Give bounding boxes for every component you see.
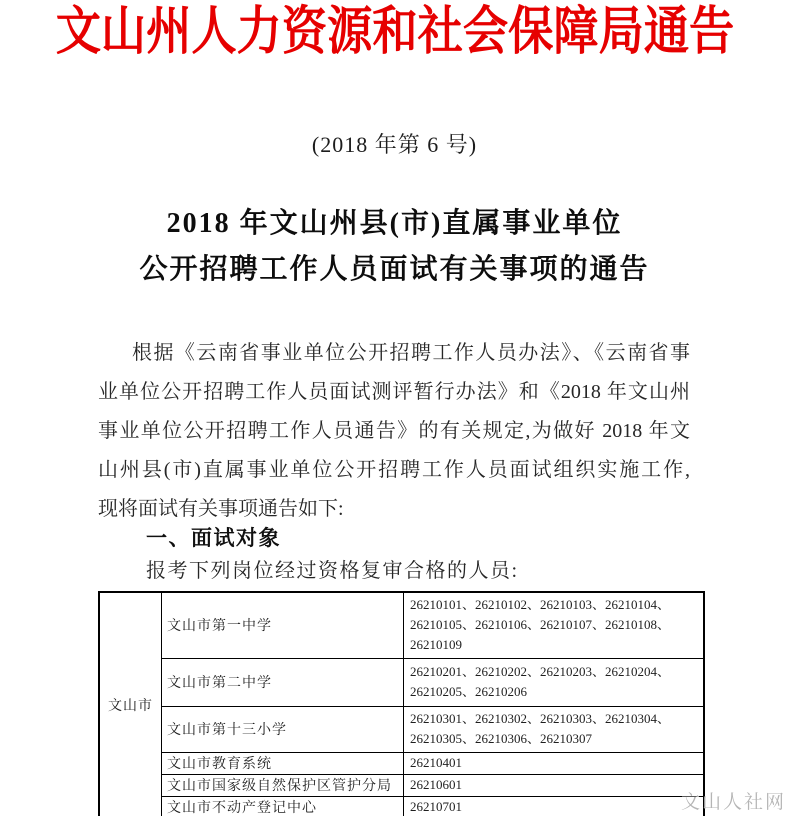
table-row <box>99 592 704 658</box>
interview-roster-table <box>98 591 705 816</box>
unit-cell: 文山市第十三小学 <box>162 706 404 752</box>
notice-title <box>0 201 789 293</box>
notice-title-line2: 公开招聘工作人员面试有关事项的通告 <box>139 254 650 285</box>
codes-cell: 26210101、26210102、26210103、26210104、26210105、26210106、26210107、26210108、26210109 <box>404 592 705 658</box>
unit-cell: 文山市教育系统 <box>162 752 404 774</box>
agency-masthead-title: 文山州人力资源和社会保障局通告 <box>55 4 734 61</box>
body-line: 事业单位公开招聘工作人员通告》的有关规定,为做好 2018 年文 <box>98 420 690 442</box>
table-intro-text: 报考下列岗位经过资格复审合格的人员: <box>146 560 519 582</box>
region-cell: 文山市 <box>99 592 162 816</box>
interview-roster-table-body <box>99 592 704 816</box>
body-line: 根据《云南省事业单位公开招聘工作人员办法》、《云南省事 <box>132 342 690 364</box>
unit-cell: 文山市不动产登记中心 <box>162 796 404 816</box>
site-watermark: 文山人社网 <box>680 792 786 813</box>
unit-cell: 文山市国家级自然保护区管护分局 <box>162 774 404 796</box>
table-row <box>99 658 704 706</box>
body-line: 现将面试有关事项通告如下: <box>98 498 344 520</box>
table-row <box>99 752 704 774</box>
codes-cell: 26210601 <box>404 774 705 796</box>
body-line: 山州县(市)直属事业单位公开招聘工作人员面试组织实施工作, <box>98 459 690 481</box>
notice-body-paragraph <box>98 334 690 529</box>
section-heading-interview-targets: 一、面试对象 <box>146 527 281 550</box>
notice-title-line1: 2018 年文山州县(市)直属事业单位 <box>166 208 623 239</box>
table-row <box>99 774 704 796</box>
unit-cell: 文山市第一中学 <box>162 592 404 658</box>
body-line: 业单位公开招聘工作人员面试测评暂行办法》和《2018 年文山州 <box>98 381 690 403</box>
codes-cell: 26210401 <box>404 752 705 774</box>
codes-cell: 26210701 <box>404 796 705 816</box>
table-row <box>99 706 704 752</box>
unit-cell: 文山市第二中学 <box>162 658 404 706</box>
codes-cell: 26210301、26210302、26210303、26210304、26210305、26210306、26210307 <box>404 706 705 752</box>
table-row <box>99 796 704 816</box>
codes-cell: 26210201、26210202、26210203、26210204、26210205、26210206 <box>404 658 705 706</box>
document-number: (2018 年第 6 号) <box>311 132 478 157</box>
